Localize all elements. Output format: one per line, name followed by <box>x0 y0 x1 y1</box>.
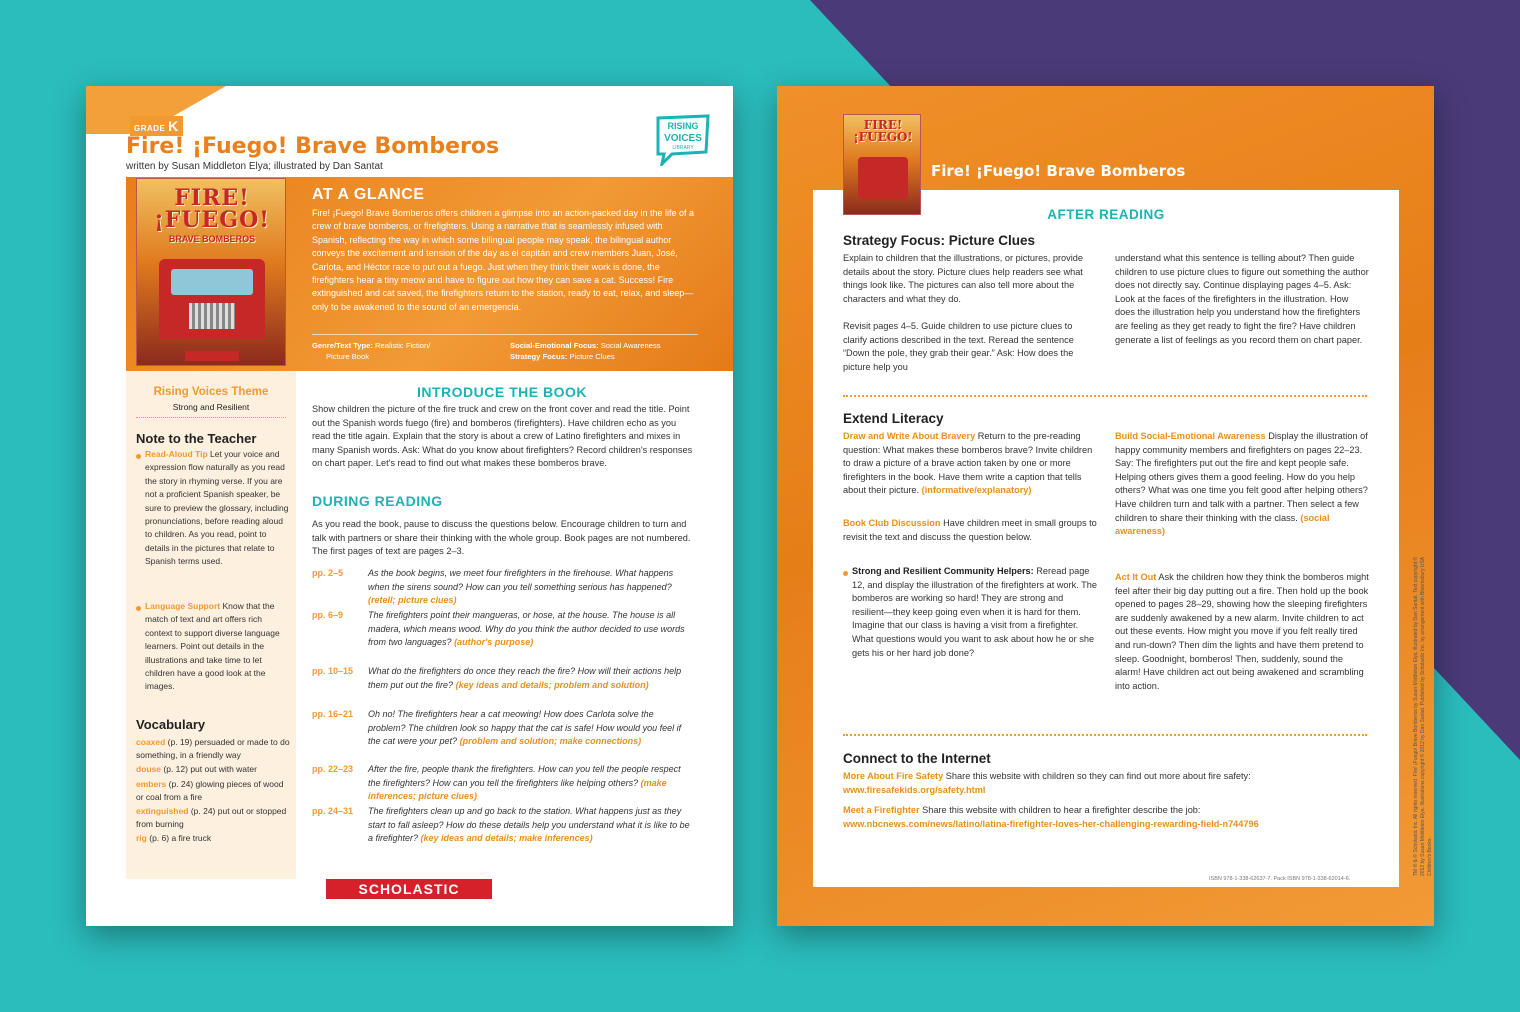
fire-safety-link[interactable]: www.firesafekids.org/safety.html <box>843 784 986 795</box>
fire-truck-illustration <box>858 157 908 199</box>
vocabulary-heading: Vocabulary <box>136 717 206 732</box>
question-row: pp. 16–21 Oh no! The firefighters hear a cat meowing! How does Carlota solve the problem? The children look so happy that the cat is safe! How would you feel if the cat were your pet? (problem and solution; make connections) <box>312 709 682 747</box>
note-heading: Note to the Teacher <box>136 431 257 446</box>
isbn: ISBN 978-1-338-62637-7. Pack ISBN 978-1-338-62014-6. <box>1209 876 1351 882</box>
vocab-item: douse (p. 12) put out with water <box>136 764 257 775</box>
language-support-tip: Language Support Know that the match of text and art offers rich context to support diverse language learners. Point out details in the illustrations and take time to let children have a good look at the images. <box>145 601 280 692</box>
strategy-col2: understand what this sentence is telling about? Then guide children to use picture clues to figure out something the author does not directly say. Continue displaying pages 4–5. Ask: Look at the faces of the firefighters in the illustration. How does the illustration help you understand how the firefighters are feeling as they get ready to fight the fire? Have children generate a list of feelings as you record them on chart paper. <box>1115 253 1369 345</box>
scholastic-logo: SCHOLASTIC <box>326 879 492 899</box>
question-row: pp. 22–23 After the fire, people thank the firefighters. How can you tell the people respect the firefighters? How can you tell the firefighters like helping others? (make inferences; picture clues) <box>312 764 681 802</box>
theme-heading: Rising Voices Theme <box>153 386 269 398</box>
read-aloud-tip: Read-Aloud Tip Let your voice and expression flow naturally as you read the story in rhyming verse. If you are not a proficient Spanish speaker, be sure to preview the glossary, including pronunciations, before reading aloud to children. As you read, point to details in the pictures that relate to Spanish terms used. <box>145 449 289 567</box>
bullet-icon <box>843 571 848 576</box>
question-row: pp. 24–31 The firefighters clean up and go back to the station. What happens just as they start to fall asleep? How do these details help you understand what it is like to be a firefighter? (key ideas and details; make inferences) <box>312 806 690 844</box>
book-cover-image <box>136 178 286 366</box>
divider <box>136 417 286 418</box>
logo-line1: RISING <box>667 121 699 131</box>
question-row: pp. 10–15 What do the firefighters do once they reach the fire? How will their actions help them put out the fire? (key ideas and details; problem and solution) <box>312 666 682 690</box>
at-a-glance-heading: AT A GLANCE <box>312 186 425 203</box>
logo-line3: LIBRARY <box>672 145 694 151</box>
cover-publisher-mark <box>185 351 239 361</box>
firefighter-link[interactable]: www.nbcnews.com/news/latino/latina-firefighter-loves-her-challenging-rewarding-field-n744796 <box>843 818 1259 829</box>
extend-act-it-out: Act It Out Ask the children how they think the bomberos might feel after their big day putting out a fire. Then hold up the book opened to pages 28–29, showing how the sleeping firefighters are suddenly awakened by a new alarm. Invite children to act out these events. How might you move if you felt really tired and run-down? Then dim the lights and have them pretend to sleep. Goodnight, bomberos! Then, suddenly, sound the alarm! Have children act out being awakened and scrambling into action. <box>1115 572 1369 691</box>
extend-book-club: Book Club Discussion Have children meet in small groups to revisit the text and discuss the question below. <box>843 518 1097 542</box>
cover-title-line1: FIRE! <box>174 185 250 211</box>
strategy-heading: Strategy Focus: Picture Clues <box>843 233 1036 248</box>
vocab-item: rig (p. 6) a fire truck <box>136 833 212 844</box>
cover-subtitle: BRAVE BOMBEROS <box>168 234 256 244</box>
bullet-icon <box>136 606 141 611</box>
during-heading: DURING READING <box>312 493 443 509</box>
dotted-divider <box>843 395 1367 397</box>
fire-truck-illustration <box>159 259 265 339</box>
introduce-heading: INTRODUCE THE BOOK <box>417 384 587 400</box>
cover-title-line1: FIRE! <box>863 118 903 132</box>
vocab-item: extinguished (p. 24) put out or stopped from burning <box>136 806 287 830</box>
strategy-col1: Explain to children that the illustrations, or pictures, provide details about the story. Picture clues help readers see what things look like. The pictures can also tell more about the characters and what they do. Revisit pages 4–5. Guide children to use picture clues to clarify actions described in the text. Reread the sentence “Down the pole, they grab their gear.” Ask: How does the picture help you <box>843 253 1084 372</box>
introduce-body: Show children the picture of the fire truck and crew on the front cover and read the title. Point out the Spanish words fuego (fire) and bomberos (firefighters). Have children echo as you read the title again. Explain that the story is about a crew of Latino firefighters and mixes in many Spanish words. Ask: What do you know about firefighters? Record children's responses on chart paper. Let's read to find out what makes these bomberos brave. <box>312 404 693 469</box>
extend-community-helpers: Strong and Resilient Community Helpers: Reread page 12, and display the illustration of the firefighters at work. The bomberos are working so hard! They are strong and resilient—they keep going even when it is hard for them. Imagine that our class is having a visit from a firefighter. What questions would you want to ask about how he or she gets his or her hard job done? <box>852 566 1097 658</box>
bullet-icon <box>136 454 141 459</box>
cover-title-line2: ¡FUEGO! <box>154 207 270 233</box>
teaching-guide-page-2 <box>777 86 1434 926</box>
logo-line2: VOICES <box>664 133 702 144</box>
internet-heading: Connect to the Internet <box>843 751 991 766</box>
vocab-item: coaxed (p. 19) persuaded or made to do something, in a friendly way <box>136 737 290 761</box>
extend-draw-write: Draw and Write About Bravery Return to the pre-reading question: What makes these bomberos brave? Invite children to draw a picture of a brave action taken by one or more firefighters in the book. Have them write a caption that tells about their picture. (informative/explanatory) <box>843 431 1093 496</box>
byline: written by Susan Middleton Elya; illustrated by Dan Santat <box>126 161 383 172</box>
cover-title-line2: ¡FUEGO! <box>853 130 913 144</box>
page-title: Fire! ¡Fuego! Brave Bomberos <box>931 162 1186 180</box>
genre-meta: Genre/Text Type: Realistic Fiction/ Picture Book <box>312 341 431 361</box>
during-body: As you read the book, pause to discuss the questions below. Encourage children to turn and talk with partners or share their thinking with the whole group. Book pages are not numbered. The first pages of text are pages 2–3. <box>312 519 691 557</box>
grade-badge: GRADE K <box>130 116 183 136</box>
after-reading-heading: AFTER READING <box>1047 207 1165 222</box>
teaching-guide-page-1 <box>86 86 733 926</box>
internet-fire-safety: More About Fire Safety Share this website with children so they can find out more about fire safety: www.firesafekids.org/safety.html <box>843 771 1251 795</box>
book-cover-image <box>843 114 921 215</box>
rising-voices-logo <box>654 114 712 166</box>
question-row: pp. 6–9 The firefighters point their mangueras, or hose, at the house. The house is all madera, which means wood. Why do you think the author decided to use words from two languages? (author's purpose) <box>312 610 685 648</box>
vocabulary-list <box>136 736 292 847</box>
divider <box>312 334 698 335</box>
copyright-notice: TM ® & © Scholastic Inc. All rights reserved. Fire! ¡Fuego! Brave Bomberos by Susan Middleton Elya, illustrated by Dan Santat. Text copyright © 2012 by Susan Middleton Elya. Illustrations copyright © 2012 by Dan Santat. Published by Scholastic Inc. by arrangement with Bloomsbury USA Children's Books. <box>1413 556 1433 876</box>
question-row: pp. 2–5 As the book begins, we meet four firefighters in the firehouse. What happens when the sirens sound? How can you tell something serious has happened? (retell; picture clues) <box>312 568 674 606</box>
at-a-glance-body: Fire! ¡Fuego! Brave Bomberos offers children a glimpse into an action-packed day in the life of a crew of brave bomberos, or firefighters. Using a narrative that is seamlessly infused with Spanish, reflecting the way in which some bilingual people may speak, the bilingual author conveys the excitement and tension of the day as el capitán and crew members Juan, José, Carlota, and Héctor race to put out a fuego. Just when they think their work is done, the firefighters hear a tiny meow and have to figure out how they can save a cat. Success! Fire extinguished and cat saved, the firefighters return to the station, ready to eat, relax, and sleep—only to be awakened to the sound of an emergencia. <box>312 208 695 312</box>
page-title: Fire! ¡Fuego! Brave Bomberos <box>126 134 500 159</box>
focus-meta: Social-Emotional Focus: Social Awareness Strategy Focus: Picture Clues <box>510 341 661 361</box>
dotted-divider <box>843 734 1367 736</box>
internet-meet-firefighter: Meet a Firefighter Share this website with children to hear a firefighter describe the job: www.nbcnews.com/news/latino/latina-firefighter-loves-her-challenging-rewarding-field-n744796 <box>843 805 1259 829</box>
vocab-item: embers (p. 24) glowing pieces of wood or coal from a fire <box>136 778 284 802</box>
theme-value: Strong and Resilient <box>172 402 250 412</box>
extend-social-emotional: Build Social-Emotional Awareness Display the illustration of happy community members and firefighters on pages 22–23. Say: The firefighters put out the fire and kept people safe. Helping others gives them a good feeling. How do you help others? What was one time you felt good after helping others? Have children turn and talk with a partner. Then select a few children to share their thinking with the class. (social awareness) <box>1115 431 1368 537</box>
extend-heading: Extend Literacy <box>843 411 944 426</box>
